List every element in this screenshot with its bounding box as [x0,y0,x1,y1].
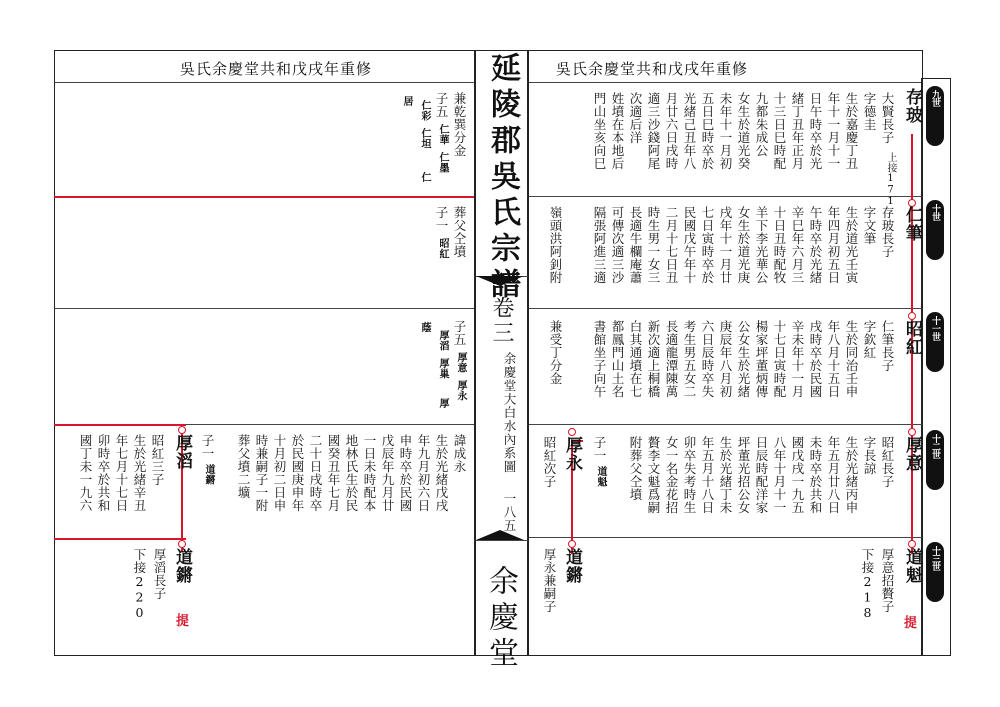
renbi-col-5: 辛巳年六月三 [790,206,805,284]
renbi-col-8: 女生於道光庚 [736,206,751,284]
right-divider-11 [527,308,922,309]
houtao-col-1: 諱成永 [452,434,467,473]
renbi-col-11: 民國戊午年十 [682,206,697,284]
cunbo-col-3: 年十一月十一 [826,92,841,170]
person-name-daokui: 道魁 [902,548,922,584]
houtao-col-8: 國癸丑年七月 [326,434,341,512]
right-running-head: 吳氏余慶堂共和戊戌年重修 [556,60,749,78]
daokui-note: 下接218 [860,548,875,621]
person-name-zhaohong: 昭紅 [902,320,922,356]
cunbo-col-12: 月廿六日戌時 [664,92,679,170]
renbi-col-12: 二月十七日丑 [664,206,679,284]
houtao-col-4: 申時卒於民國 [398,434,413,512]
houyi-col-0: 昭紅長子 [880,436,895,488]
renbi-col-6: 十日丑時配牧 [772,206,787,284]
renbi-col-1: 字文筆 [862,206,877,245]
cunbo-col-1: 字德圭 [862,92,877,131]
person-name-renbi: 仁筆 [902,206,922,242]
daoqiang-l-mark: 提 [176,614,190,629]
right-divider-12 [527,424,922,425]
houtao-col-6: 一日未時配本 [362,434,377,512]
cunbo-col-16: 門山坐亥向巳 [592,92,607,170]
houtao-col-5: 戊辰年九月廿 [380,434,395,512]
zhaohong-col-0: 仁筆長子 [880,320,895,372]
left-upper-col-0: 子五 [452,320,467,346]
person-name-houtao: 厚滔 [172,434,192,470]
gen-tab-13[interactable]: 十三世 [926,542,944,602]
lineage-node-11 [908,312,916,320]
spine-volume: 卷三 [489,296,514,346]
renbi-col-2: 生於道光壬寅 [844,206,859,284]
renbi-col-14: 長適牛欄庵蕭 [628,206,643,284]
houtao-col-0: 昭紅三子 [150,434,165,486]
cunbo-col-13: 適三沙錢阿尾 [646,92,661,170]
left-divider-11 [54,308,474,309]
spine-title: 延陵郡吳氏宗譜 [485,52,520,304]
zhaohong-col-16: 書館坐子向午 [592,320,607,398]
zhaohong-col-9: 庚辰年八月初 [718,320,733,398]
lineage-node-left-13 [178,540,186,548]
cunbo-col-7: 九都朱成公 [754,92,769,157]
person-name-daoqiang-r: 道鏘 [562,548,582,584]
houtao-col-17: 年七月十七日 [114,434,129,512]
houyi-col-16: 道魁 [595,466,606,487]
left-mid-col-2: 昭紅 [437,238,448,259]
right-divider-13 [527,537,922,538]
houyi-col-7: 日辰時配洋家 [754,436,769,514]
renbi-col-7: 羊下李光華公 [754,206,769,284]
cunbo-col-2: 生於嘉慶丁丑 [844,92,859,170]
gen-tab-12[interactable]: 十二世 [926,430,944,490]
zhaohong-col-13: 新次適上桐橋 [646,320,661,398]
houtao-col-19: 國丁未一九六 [78,434,93,512]
renbi-col-9: 戌年十一月廿 [718,206,733,284]
left-upper-col-2: 厚永 [455,380,466,401]
zhaohong-col-15: 都鳳門山土名 [610,320,625,398]
renbi-col-17: 嶺頭洪阿釗附 [548,206,563,284]
zhaohong-col-1: 字欽紅 [862,320,877,359]
left-lineage-12 [54,424,186,426]
daoqiang-l-note: 下接220 [132,548,147,621]
houyong-col-0: 昭紅次子 [542,436,557,488]
renbi-col-10: 七日寅時卒於 [700,206,715,284]
houyi-col-2: 生於光緒丙申 [844,436,859,514]
houtao-col-11: 十月初二日申 [272,434,287,512]
renbi-col-0: 存玻長子 [880,206,895,258]
renbi-col-3: 年四月初五日 [826,206,841,284]
left-upper-col-6: 蔭 [419,322,430,333]
left-top-col-7: 居 [401,96,412,107]
gen-tab-11[interactable]: 十一世 [926,312,944,372]
cunbo-col-0: 大賢長子 [880,92,895,144]
left-mid-col-0: 葬父仝墳 [452,206,467,258]
cunbo-col-11: 光緒己丑年八 [682,92,697,170]
spine-rule-mid [474,540,528,541]
lineage-node-12 [908,428,916,436]
left-top-col-6: 仁 [419,172,430,183]
left-lineage-13 [54,538,186,540]
cunbo-note: 上接171 [885,152,896,208]
left-running-head: 吳氏余慶堂共和戊戌年重修 [180,60,373,78]
left-upper-col-4: 厚巢 [437,358,448,379]
zhaohong-col-4: 戌時卒於民國 [808,320,823,398]
left-top-col-2: 仁華 [437,124,448,145]
cunbo-col-4: 日午時卒於光 [808,92,823,170]
cunbo-col-5: 緒丁丑年正月 [790,92,805,170]
person-name-daoqiang-l: 道鏘 [172,548,192,584]
right-header-rule [527,82,922,83]
zhaohong-col-6: 十七日寅時配 [772,320,787,398]
houyi-col-6: 八年十月十一 [772,436,787,514]
houyi-col-3: 年五月廿八日 [826,436,841,514]
renbi-col-15: 可傳次適三沙 [610,206,625,284]
daoqiang-l-col-0: 厚滔長子 [152,548,167,600]
spine-footer: 余慶堂 [483,565,518,673]
houtao-col-16: 生於光緒辛丑 [132,434,147,512]
houtao-col-15: 道鏘 [203,464,214,485]
daokui-mark: 提 [904,616,918,631]
houtao-col-2: 生於光緒戊戌 [434,434,449,512]
cunbo-col-8: 女生於道光癸 [736,92,751,170]
left-upper-col-1: 厚意 [455,352,466,373]
daoqiang-r-col-0: 厚永兼嗣子 [542,548,557,613]
houtao-col-9: 二十日戌時卒 [308,434,323,512]
zhaohong-col-14: 白其通墳在七 [628,320,643,398]
left-mid-col-1: 子一 [434,206,449,232]
houyi-col-10: 年五月十八日 [700,436,715,514]
houyi-col-5: 國戊戌一九五 [790,436,805,514]
renbi-col-16: 隔張阿進三適 [592,206,607,284]
houyi-col-1: 字長諒 [862,436,877,475]
cunbo-col-10: 五日巳時卒於 [700,92,715,170]
spine-page-number: 一八五 [502,492,517,533]
cunbo-col-15: 姓墳在本地后 [610,92,625,170]
zhaohong-col-10: 六日辰時卒失 [700,320,715,398]
left-top-col-4: 仁彩 [419,100,430,121]
renbi-col-13: 時生男一女三 [646,206,661,284]
houyi-col-14: 附葬父仝墳 [628,436,643,501]
renbi-col-4: 午時卒於光緒 [808,206,823,284]
houyi-col-13: 贅李文魁爲嗣 [646,436,661,514]
cunbo-col-6: 十三日巳時配 [772,92,787,170]
left-upper-col-3: 厚滔 [437,330,448,351]
person-name-cunbo: 存玻 [902,88,922,124]
houyi-col-9: 生於光緒丁未 [718,436,733,514]
zhaohong-col-17: 兼受丁分金 [548,320,563,385]
gen-tab-10[interactable]: 十世 [926,200,944,260]
left-header-rule [54,82,474,83]
houtao-col-18: 卯時卒於共和 [96,434,111,512]
left-top-col-3: 仁墨 [437,152,448,173]
houtao-col-12: 時兼嗣子一附 [254,434,269,512]
left-lineage-top [54,196,474,198]
right-divider-10 [527,196,922,197]
left-top-col-5: 仁坦 [419,128,430,149]
daokui-col-0: 厚意招贅子 [880,548,895,613]
left-top-col-0: 兼乾巽分金 [452,92,467,157]
zhaohong-col-12: 長適龍潭陳萬 [664,320,679,398]
left-page-frame [54,50,476,656]
spine-subtitle: 余慶堂大白水內系圖 [502,352,517,474]
left-divider-12 [186,424,474,425]
cunbo-col-9: 未年十一月初 [718,92,733,170]
houtao-col-3: 年九月初六日 [416,434,431,512]
lineage-node-left-12 [178,426,186,434]
zhaohong-col-2: 生於同治壬申 [844,320,859,398]
houyi-col-11: 卯卒失考時生 [682,436,697,514]
person-name-houyong: 厚永 [562,436,582,472]
lineage-node-13b [568,540,576,548]
zhaohong-col-7: 楊家坪董炳傳 [754,320,769,398]
houtao-col-7: 地林氏生於民 [344,434,359,512]
houyi-col-12: 女一名金花招 [664,436,679,514]
left-upper-col-5: 厚 [437,398,448,409]
houtao-col-10: 於民國庚申年 [290,434,305,512]
lineage-node-12b [568,428,576,436]
person-name-houyi: 厚意 [902,436,922,472]
lineage-node-13 [908,540,916,548]
houyi-col-15: 子一 [592,436,607,462]
houtao-col-13: 葬父墳二壙 [236,434,251,499]
zhaohong-col-3: 年八月十五日 [826,320,841,398]
left-top-col-1: 子五 [434,92,449,118]
cunbo-col-14: 次適后洋 [628,92,643,144]
houyi-col-4: 未時卒於共和 [808,436,823,514]
zhaohong-col-11: 考生男五女二 [682,320,697,398]
zhaohong-col-5: 辛未年十一月 [790,320,805,398]
zhaohong-col-8: 公女生於光緒 [736,320,751,398]
gen-tab-9[interactable]: 九世 [926,86,944,146]
houtao-col-14: 子一 [200,434,215,460]
houyi-col-8: 坪董光招公女 [736,436,751,514]
